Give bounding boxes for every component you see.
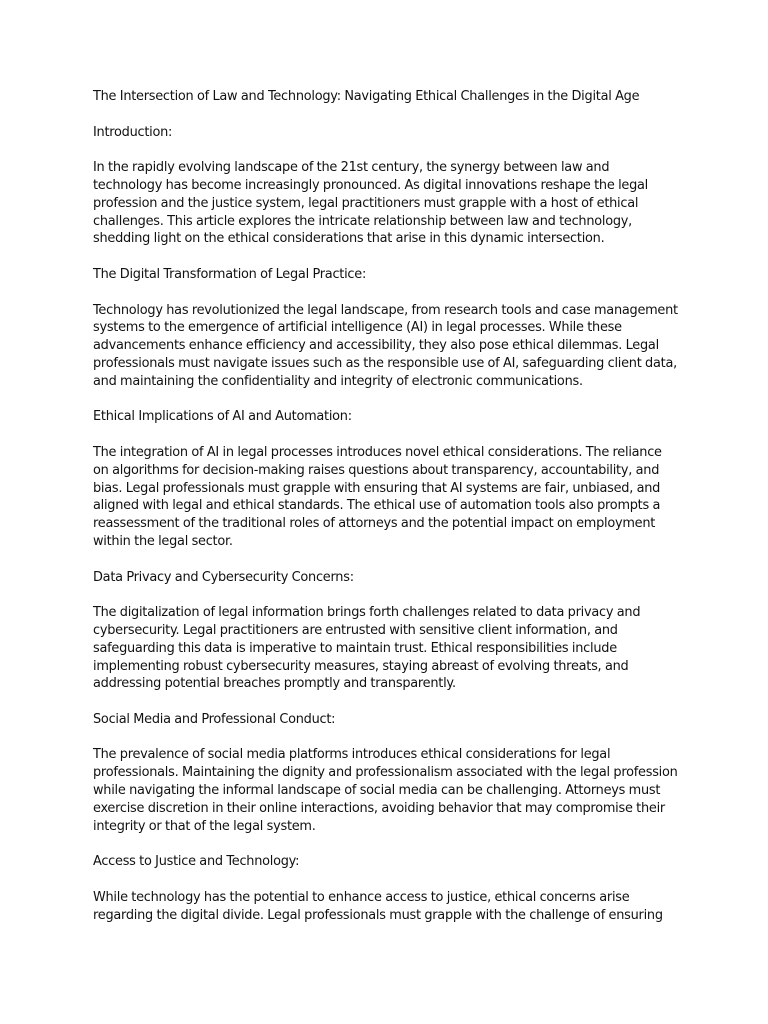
section-heading-access-to-justice: Access to Justice and Technology:: [93, 854, 300, 870]
section-heading-data-privacy: Data Privacy and Cybersecurity Concerns:: [93, 569, 354, 585]
section-heading-digital-transformation: The Digital Transformation of Legal Practice:: [93, 266, 367, 282]
section-heading-social-media: Social Media and Professional Conduct:: [93, 711, 336, 727]
section-heading-introduction: Introduction:: [93, 124, 173, 140]
section-heading-ai-automation: Ethical Implications of AI and Automation:: [93, 409, 352, 425]
document-body: [93, 88, 678, 924]
paragraph-social-media: The prevalence of social media platforms introduces ethical considerations for legal professionals. Maintaining the dignity and professionalism associated with the legal profession while navigating the informal landscape of social media can be challenging. Attorneys must exercise discretion in their online interactions, avoiding behavior that may compromise their integrity or that of the legal system.: [93, 747, 678, 834]
paragraph-data-privacy: The digitalization of legal information brings forth challenges related to data privacy and cybersecurity. Legal practitioners are entrusted with sensitive client information, and safeguarding this data is imperative to maintain trust. Ethical responsibilities include implementing robust cybersecurity measures, staying abreast of evolving threats, and addressing potential breaches promptly and transparently.: [93, 605, 641, 692]
paragraph-introduction: In the rapidly evolving landscape of the 21st century, the synergy between law and technology has become increasingly pronounced. As digital innovations reshape the legal profession and the justice system, legal practitioners must grapple with a host of ethical challenges. This article explores the intricate relationship between law and technology, shedding light on the ethical considerations that arise in this dynamic intersection.: [93, 160, 649, 247]
paragraph-digital-transformation: Technology has revolutionized the legal landscape, from research tools and case management systems to the emergence of artificial intelligence (AI) in legal processes. While these advancements enhance efficiency and accessibility, they also pose ethical dilemmas. Legal professionals must navigate issues such as the responsible use of AI, safeguarding client data, and maintaining the confidentiality and integrity of electronic communications.: [93, 302, 678, 389]
paragraph-ai-automation: The integration of AI in legal processes introduces novel ethical considerations. The reliance on algorithms for decision-making raises questions about transparency, accountability, and bias. Legal professionals must grapple with ensuring that AI systems are fair, unbiased, and aligned with legal and ethical standards. The ethical use of automation tools also prompts a reassessment of the traditional roles of attorneys and the potential impact on employment within the legal sector.: [93, 444, 662, 549]
paragraph-access-to-justice: While technology has the potential to enhance access to justice, ethical concerns arise regarding the digital divide. Legal professionals must grapple with the challenge of ensuring: [93, 889, 663, 923]
document-title: The Intersection of Law and Technology: Navigating Ethical Challenges in the Digital Age: [93, 89, 640, 104]
